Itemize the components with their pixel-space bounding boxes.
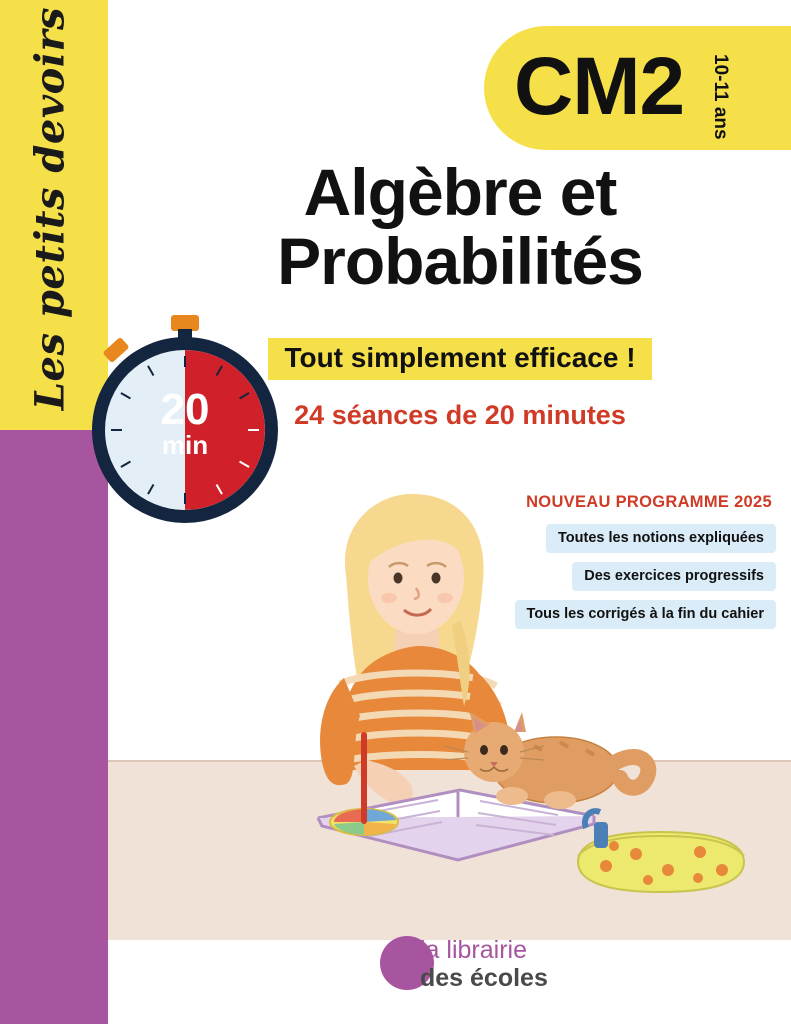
subtitle: 24 séances de 20 minutes bbox=[294, 400, 626, 430]
feature-pill-3: Tous les corrigés à la fin du cahier bbox=[515, 600, 776, 629]
list-item bbox=[446, 524, 776, 553]
publisher-name-line-2: des écoles bbox=[420, 964, 548, 992]
feature-pill-1: Toutes les notions expliquées bbox=[546, 524, 776, 553]
grade-label: CM2 bbox=[514, 41, 685, 132]
title-line-2: Probabilités bbox=[277, 224, 643, 299]
title-line-1: Algèbre et bbox=[303, 155, 617, 229]
publisher-name-line-1: la librairie bbox=[420, 936, 527, 964]
age-range-label: 10-11 ans bbox=[710, 54, 731, 140]
publisher-logo bbox=[380, 930, 580, 1000]
stopwatch-minutes: 20 bbox=[160, 385, 210, 434]
stopwatch-label bbox=[92, 385, 278, 460]
level-badge bbox=[484, 26, 791, 150]
feature-heading: NOUVEAU PROGRAMME 2025 bbox=[526, 493, 772, 511]
list-item bbox=[446, 562, 776, 591]
feature-pill-2: Des exercices progressifs bbox=[572, 562, 776, 591]
tick-0 bbox=[184, 356, 186, 367]
tick-330 bbox=[147, 365, 154, 376]
collection-title: Les petits devoirs bbox=[26, 6, 74, 411]
page-title bbox=[160, 155, 760, 299]
stopwatch-unit: min bbox=[161, 429, 209, 460]
feature-list bbox=[446, 493, 776, 638]
list-item bbox=[446, 600, 776, 629]
tagline: Tout simplement efficace ! bbox=[268, 338, 651, 380]
